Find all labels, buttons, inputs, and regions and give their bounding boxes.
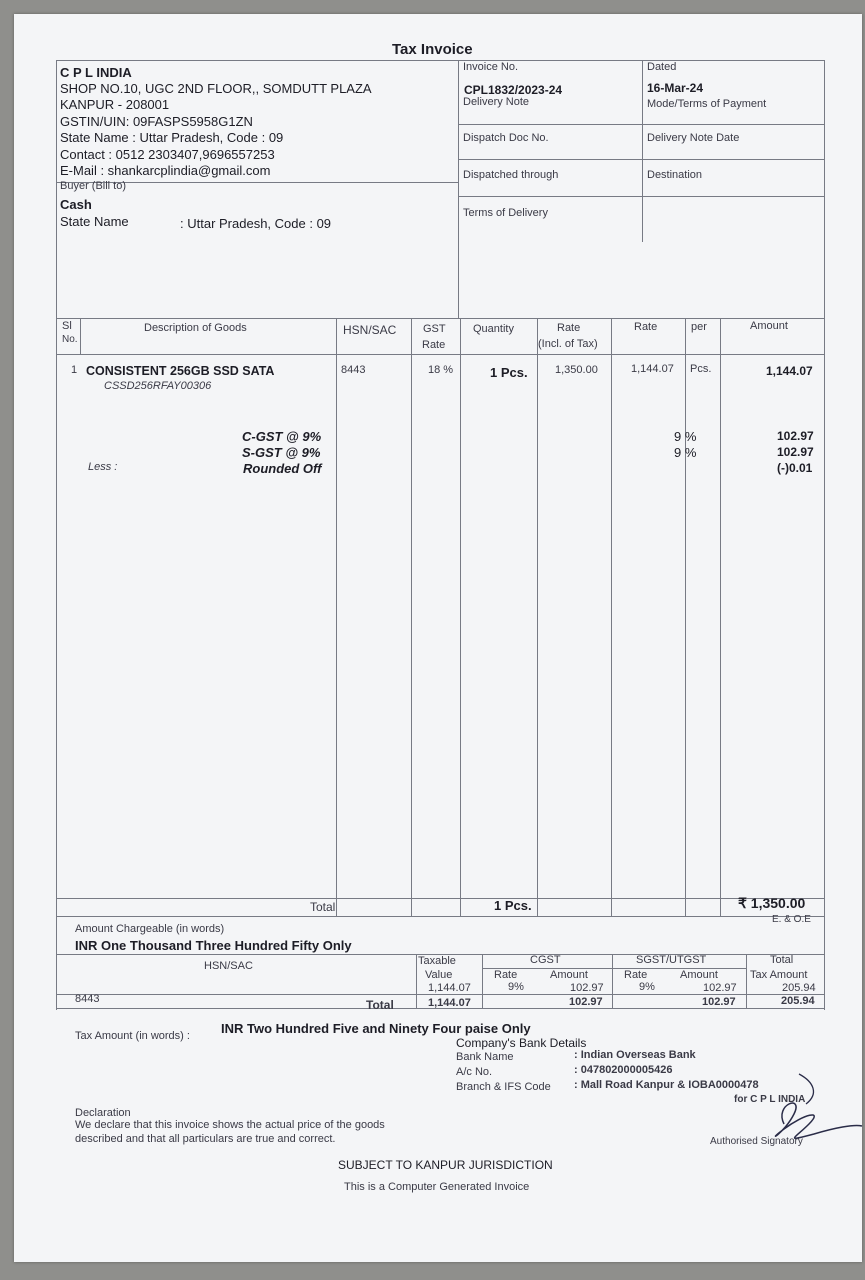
amount-words-label: Amount Chargeable (in words) [75, 923, 225, 935]
bank-branch-label: Branch & IFS Code [456, 1081, 551, 1093]
tax-hsn-header: HSN/SAC [204, 960, 253, 972]
col-line-rate [685, 318, 686, 916]
col-line-desc [336, 318, 337, 916]
declaration-line-2: described and that all particulars are true and correct. [75, 1133, 336, 1145]
mode-of-payment-label: Mode/Terms of Payment [647, 98, 767, 110]
frame-right [824, 60, 825, 1010]
col-header-rate-incl: (Incl. of Tax) [538, 338, 598, 350]
tax-col-sgst [746, 954, 747, 1008]
dispatch-doc-label: Dispatch Doc No. [463, 132, 549, 144]
seller-state: State Name : Uttar Pradesh, Code : 09 [60, 130, 284, 145]
meta-row-3 [458, 196, 824, 197]
seller-contact: Contact : 0512 2303407,9696557253 [60, 147, 275, 162]
frame-left [56, 60, 57, 1010]
cgst-amount: 102.97 [777, 429, 814, 443]
jurisdiction: SUBJECT TO KANPUR JURISDICTION [338, 1158, 553, 1172]
bank-ac-label: A/c No. [456, 1066, 493, 1078]
declaration-label: Declaration [75, 1107, 131, 1119]
tax-amount-header: Tax Amount [750, 969, 808, 981]
seller-email: E-Mail : shankarcplindia@gmail.com [60, 163, 271, 178]
tax-value-header: Value [425, 969, 453, 981]
bank-branch: : Mall Road Kanpur & IOBA0000478 [574, 1079, 759, 1091]
cgst-pct: 9 % [674, 429, 697, 444]
authorised-signatory: Authorised Signatory [710, 1136, 803, 1147]
total-label: Total [310, 900, 336, 914]
col-header-per: per [691, 321, 707, 333]
meta-row-2 [458, 159, 824, 160]
tax-sgst-rate-header: Rate [624, 969, 648, 981]
table-total-top [56, 898, 824, 899]
col-header-no: No. [62, 334, 78, 345]
tax-row-sgst-amount: 102.97 [703, 982, 737, 994]
col-header-description: Description of Goods [144, 322, 247, 334]
sgst-amount: 102.97 [777, 445, 814, 459]
tax-total-cgst: 102.97 [569, 996, 603, 1008]
col-line-gst [460, 318, 461, 916]
dispatched-through-label: Dispatched through [463, 169, 559, 181]
col-header-amount: Amount [750, 320, 788, 332]
delivery-note-label: Delivery Note [463, 96, 530, 108]
amount-words-value: INR One Thousand Three Hundred Fifty Only [75, 938, 352, 953]
tax-words-label: Tax Amount (in words) : [75, 1030, 190, 1042]
table-total-bottom [56, 916, 824, 917]
total-amount: ₹ 1,350.00 [738, 895, 806, 911]
tax-sgst-header: SGST/UTGST [636, 954, 707, 966]
col-line-hsn [411, 318, 412, 916]
tax-total-amount: 205.94 [781, 995, 815, 1007]
delivery-note-date-label: Delivery Note Date [647, 132, 740, 144]
tax-col-hsn [416, 954, 417, 1008]
bank-name-label: Bank Name [456, 1051, 514, 1063]
tax-total-taxable: 1,144.07 [428, 997, 471, 1009]
declaration-line-1: We declare that this invoice shows the actual price of the goods [75, 1119, 385, 1131]
table-header-bottom [56, 354, 824, 355]
tax-row-sgst-rate: 9% [639, 981, 655, 993]
col-line-qty [537, 318, 538, 916]
invoice-no-label: Invoice No. [463, 61, 519, 73]
item-rate: 1,144.07 [631, 363, 674, 375]
rounded-off-label: Rounded Off [243, 461, 322, 476]
buyer-name: Cash [60, 197, 92, 212]
seller-address-1: SHOP NO.10, UGC 2ND FLOOR,, SOMDUTT PLAZA [60, 81, 372, 96]
col-line-per [720, 318, 721, 916]
tax-taxable-header: Taxable [418, 955, 456, 967]
dated-label: Dated [647, 61, 677, 73]
bank-heading: Company's Bank Details [456, 1036, 587, 1050]
col-header-rate: Rate [557, 322, 581, 334]
col-header-rate-2: Rate [634, 321, 658, 333]
col-header-si: Sl [62, 320, 72, 332]
tax-total-label: Total [366, 998, 394, 1012]
meta-divider [642, 60, 643, 242]
seller-name: C P L INDIA [60, 65, 132, 80]
invoice-title: Tax Invoice [392, 41, 473, 58]
eoe: E. & O.E [772, 914, 811, 925]
tax-row-cgst-rate: 9% [508, 981, 524, 993]
buyer-state-value: : Uttar Pradesh, Code : 09 [180, 216, 332, 231]
col-header-gst: GST [423, 323, 446, 335]
tax-cgst-amount-header: Amount [550, 969, 588, 981]
rounded-off-amount: (-)0.01 [777, 461, 813, 475]
item-name: CONSISTENT 256GB SSD SATA [86, 364, 275, 378]
computer-generated-note: This is a Computer Generated Invoice [344, 1181, 530, 1193]
tax-col-taxable [482, 954, 483, 1008]
tax-total-header: Total [770, 954, 794, 966]
col-line-rate-incl [611, 318, 612, 916]
tax-cgst-rate-header: Rate [494, 969, 518, 981]
item-amount: 1,144.07 [766, 364, 813, 378]
cgst-label: C-GST @ 9% [242, 429, 322, 444]
tax-row-line [56, 994, 824, 995]
col-header-quantity: Quantity [473, 323, 514, 335]
tax-col-cgst [612, 954, 613, 1008]
invoice-paper [14, 14, 862, 1262]
buyer-state-label: State Name [60, 214, 129, 229]
sgst-pct: 9 % [674, 445, 697, 460]
less-label: Less : [88, 461, 118, 473]
table-top [56, 318, 824, 319]
dated-value: 16-Mar-24 [647, 81, 704, 95]
bank-name: : Indian Overseas Bank [574, 1049, 696, 1061]
item-hsn: 8443 [341, 364, 366, 376]
tax-cgst-header: CGST [530, 954, 561, 966]
terms-of-delivery-label: Terms of Delivery [463, 207, 548, 219]
item-code: CSSD256RFAY00306 [104, 380, 212, 392]
sgst-label: S-GST @ 9% [242, 445, 321, 460]
col-header-gst-rate: Rate [422, 339, 446, 351]
tax-row-cgst-amount: 102.97 [570, 982, 604, 994]
for-company-label: for C P L INDIA [734, 1094, 806, 1105]
tax-words-value: INR Two Hundred Five and Ninety Four paise Only [221, 1021, 531, 1036]
header-divider [458, 60, 459, 318]
item-qty: 1 Pcs. [490, 365, 528, 380]
destination-label: Destination [647, 169, 703, 181]
tax-total-sgst: 102.97 [702, 996, 736, 1008]
item-rate-incl: 1,350.00 [555, 364, 598, 376]
tax-row-hsn: 8443 [75, 993, 100, 1005]
signature [714, 1054, 864, 1144]
item-si: 1 [71, 364, 78, 376]
bank-ac-number: : 047802000005426 [574, 1064, 673, 1076]
seller-address-2: KANPUR - 208001 [60, 97, 170, 112]
tax-sgst-amount-header: Amount [680, 969, 718, 981]
tax-row-total: 205.94 [782, 982, 816, 994]
col-header-hsn: HSN/SAC [343, 323, 397, 337]
frame-top [56, 60, 824, 61]
tax-row-taxable: 1,144.07 [428, 982, 471, 994]
item-per: Pcs. [690, 363, 712, 375]
col-line-si [80, 318, 81, 354]
meta-row-1 [458, 124, 824, 125]
invoice-no: CPL1832/2023-24 [464, 83, 563, 97]
total-qty: 1 Pcs. [494, 898, 532, 913]
item-gst: 18 % [428, 364, 454, 376]
seller-gstin: GSTIN/UIN: 09FASPS5958G1ZN [60, 114, 253, 129]
buyer-label: Buyer (Bill to) [60, 180, 127, 192]
